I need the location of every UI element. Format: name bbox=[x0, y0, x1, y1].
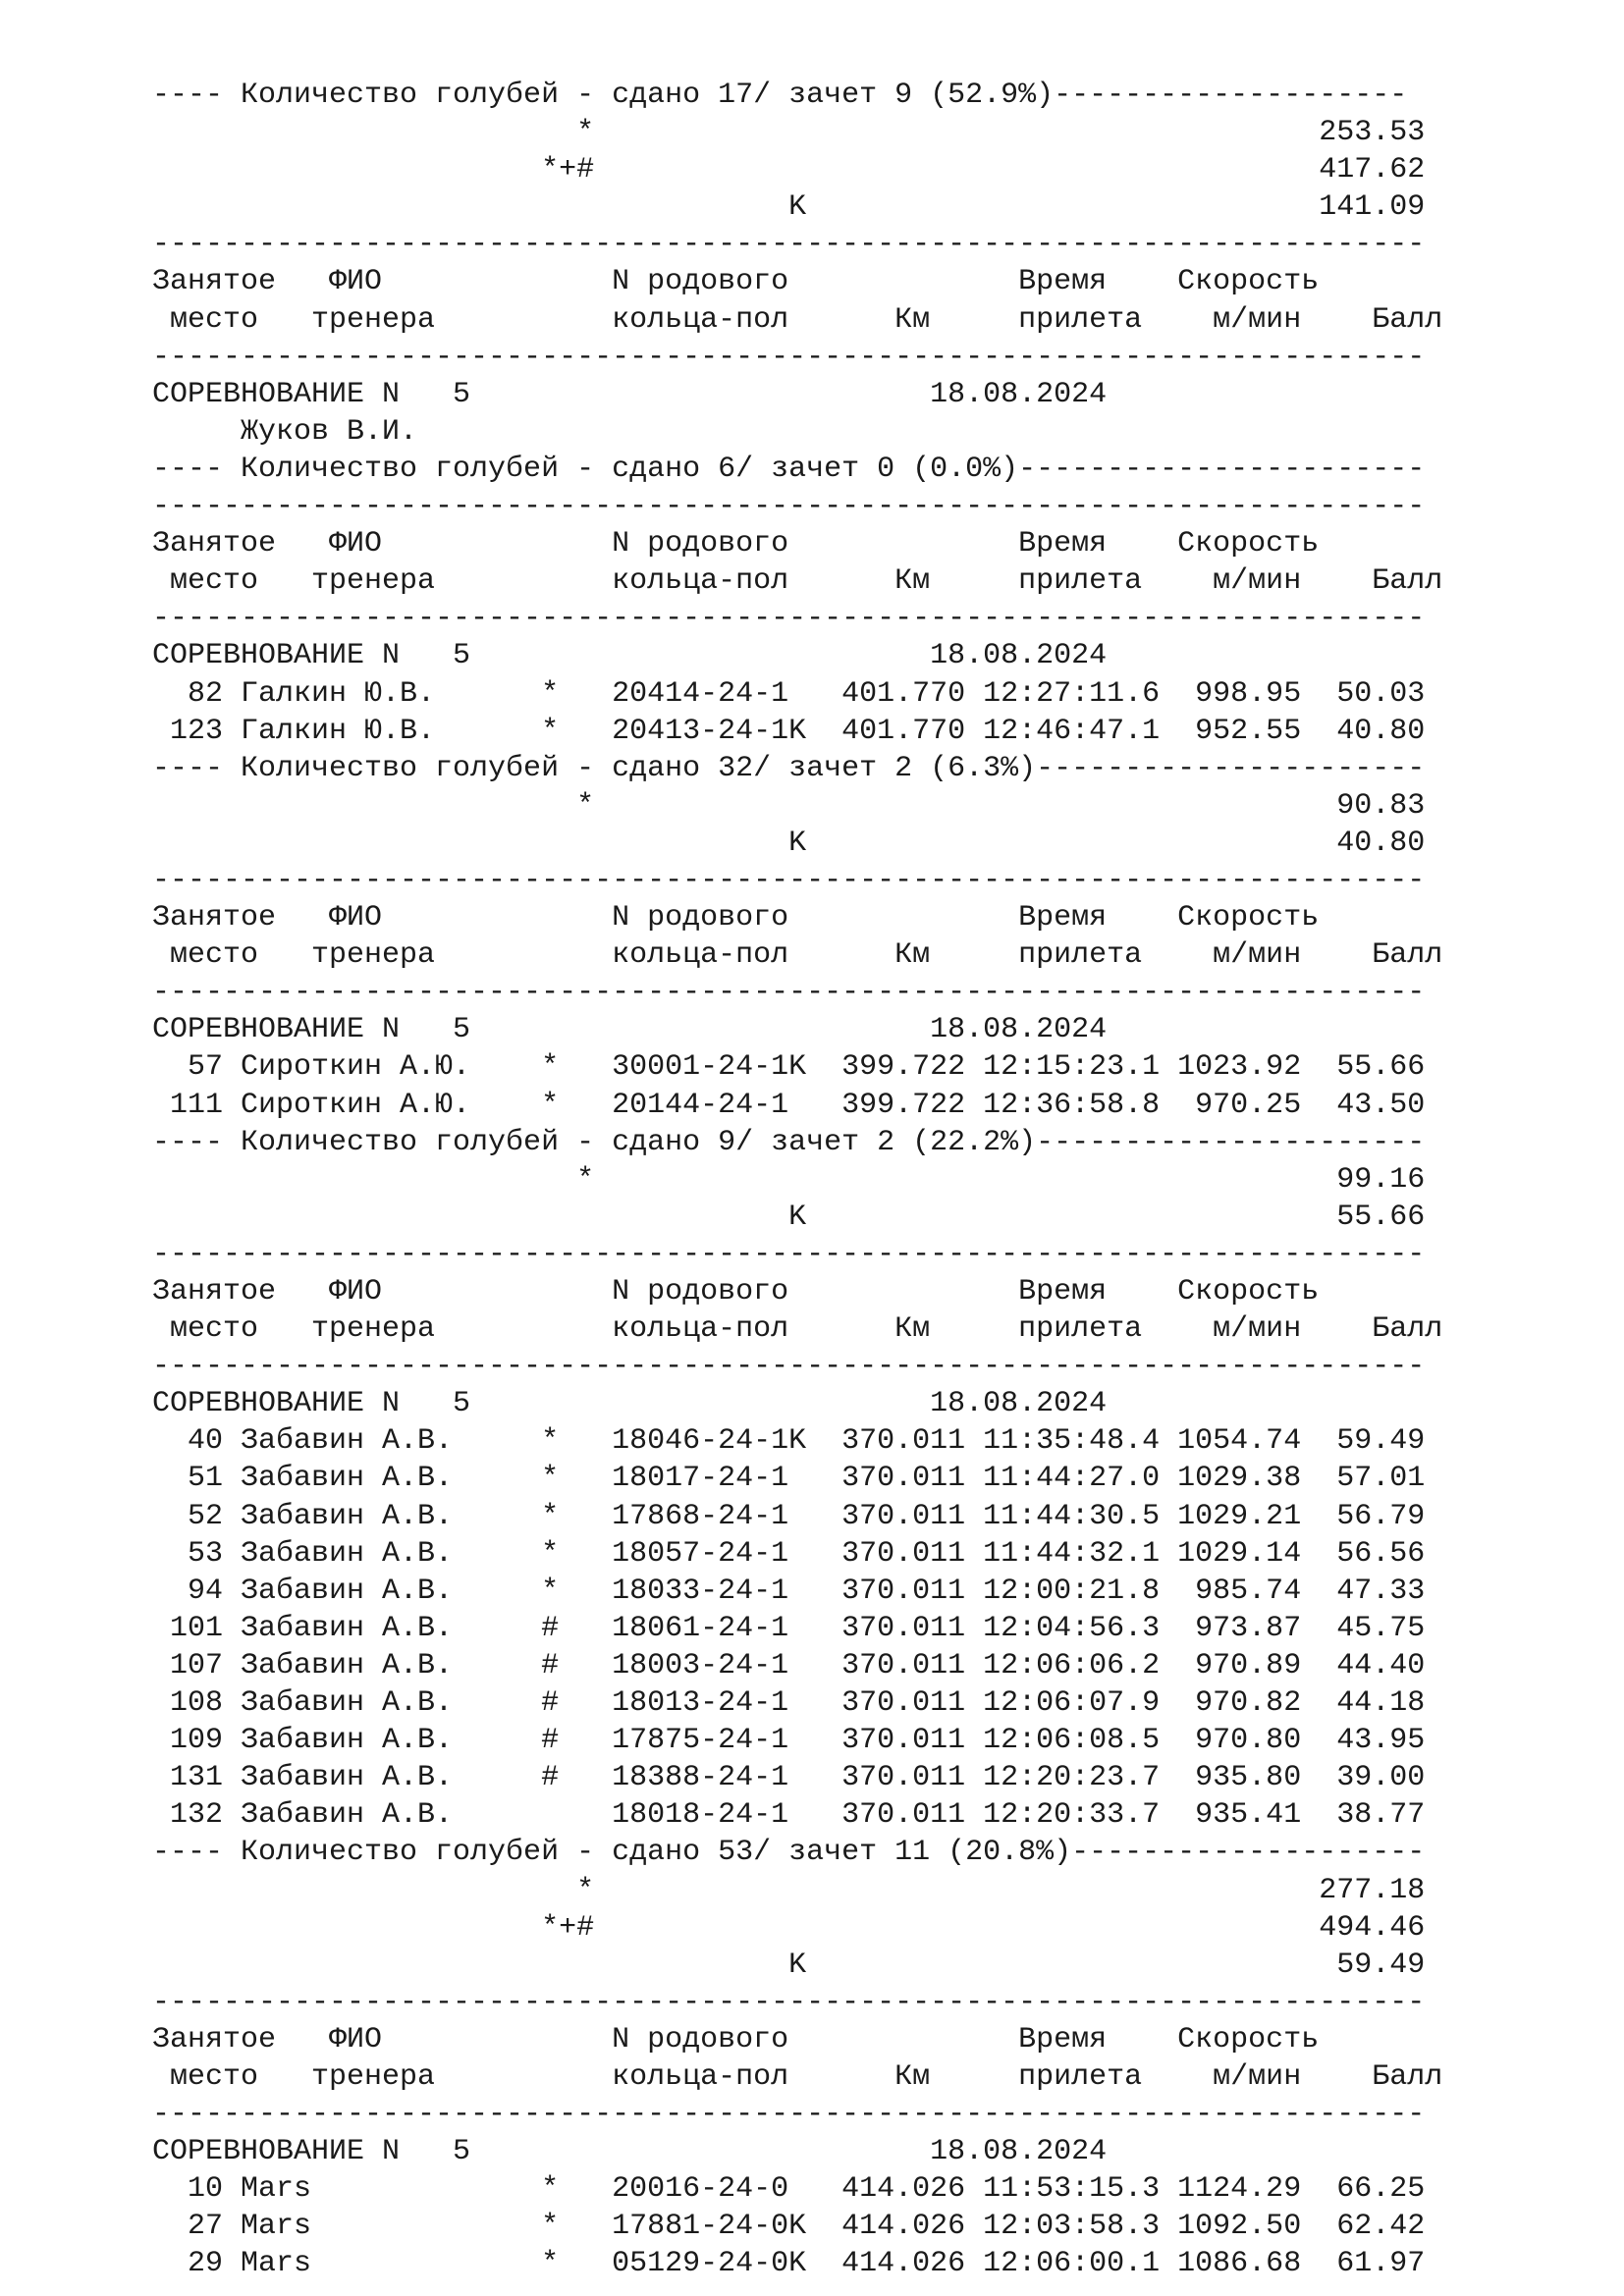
result-row: 109 Забавин А.В. # 17875-24-1 370.011 12:06:08.5 970.80 43.95 bbox=[152, 1724, 1426, 1758]
pigeon-count-summary: ---- Количество голубей - сдано 6/ зачет 0 (0.0%)----------------------- bbox=[152, 452, 1426, 486]
column-header: Занятое ФИО N родового Время Скорость bbox=[152, 901, 1320, 935]
column-header: Занятое ФИО N родового Время Скорость bbox=[152, 2022, 1320, 2056]
result-row: 108 Забавин А.В. # 18013-24-1 370.011 12:06:07.9 970.82 44.18 bbox=[152, 1686, 1426, 1721]
score-total-line: * 90.83 bbox=[152, 788, 1426, 823]
pigeon-count-summary: ---- Количество голубей - сдано 9/ зачет 2 (22.2%)---------------------- bbox=[152, 1125, 1426, 1159]
result-row: 52 Забавин А.В. * 17868-24-1 370.011 11:44:30.5 1029.21 56.79 bbox=[152, 1499, 1426, 1533]
result-row: 51 Забавин А.В. * 18017-24-1 370.011 11:44:27.0 1029.38 57.01 bbox=[152, 1462, 1426, 1496]
score-total-line: K 55.66 bbox=[152, 1200, 1426, 1234]
separator-line: ------------------------------------------------------------------------ bbox=[152, 602, 1426, 636]
separator-line: ------------------------------------------------------------------------ bbox=[152, 340, 1426, 374]
separator-line: ------------------------------------------------------------------------ bbox=[152, 1237, 1426, 1271]
competition-header: СОРЕВНОВАНИЕ N 5 18.08.2024 bbox=[152, 1387, 1108, 1421]
competition-header: СОРЕВНОВАНИЕ N 5 18.08.2024 bbox=[152, 377, 1108, 411]
score-total-line: * 277.18 bbox=[152, 1873, 1426, 1907]
pigeon-count-summary: ---- Количество голубей - сдано 53/ зачет 11 (20.8%)-------------------- bbox=[152, 1836, 1426, 1870]
column-header: Занятое ФИО N родового Время Скорость bbox=[152, 1275, 1320, 1308]
score-total-line: *+# 417.62 bbox=[152, 153, 1426, 187]
competition-header: СОРЕВНОВАНИЕ N 5 18.08.2024 bbox=[152, 1013, 1108, 1047]
result-row: 10 Mars * 20016-24-0 414.026 11:53:15.3 1124.29 66.25 bbox=[152, 2172, 1426, 2207]
competition-header: СОРЕВНОВАНИЕ N 5 18.08.2024 bbox=[152, 639, 1108, 673]
separator-line: ------------------------------------------------------------------------ bbox=[152, 1985, 1426, 2019]
result-row: 111 Сироткин А.Ю. * 20144-24-1 399.722 12:36:58.8 970.25 43.50 bbox=[152, 1088, 1426, 1122]
separator-line: ------------------------------------------------------------------------ bbox=[152, 863, 1426, 897]
result-row: 29 Mars * 05129-24-0K 414.026 12:06:00.1 1086.68 61.97 bbox=[152, 2247, 1426, 2281]
column-header: Занятое ФИО N родового Время Скорость bbox=[152, 265, 1320, 299]
column-header: место тренера кольца-пол Км прилета м/мин Балл bbox=[152, 2059, 1443, 2094]
score-total-line: * 253.53 bbox=[152, 116, 1426, 150]
result-row: 82 Галкин Ю.В. * 20414-24-1 401.770 12:27:11.6 998.95 50.03 bbox=[152, 676, 1426, 711]
result-row: 27 Mars * 17881-24-0K 414.026 12:03:58.3 1092.50 62.42 bbox=[152, 2210, 1426, 2244]
result-row: 123 Галкин Ю.В. * 20413-24-1K 401.770 12:46:47.1 952.55 40.80 bbox=[152, 714, 1426, 748]
result-row: 107 Забавин А.В. # 18003-24-1 370.011 12:06:06.2 970.89 44.40 bbox=[152, 1648, 1426, 1682]
separator-line: ------------------------------------------------------------------------ bbox=[152, 2098, 1426, 2132]
competition-header: СОРЕВНОВАНИЕ N 5 18.08.2024 bbox=[152, 2135, 1108, 2169]
separator-line: ------------------------------------------------------------------------ bbox=[152, 490, 1426, 524]
result-row: 53 Забавин А.В. * 18057-24-1 370.011 11:44:32.1 1029.14 56.56 bbox=[152, 1536, 1426, 1571]
separator-line: ------------------------------------------------------------------------ bbox=[152, 976, 1426, 1010]
column-header: Занятое ФИО N родового Время Скорость bbox=[152, 527, 1320, 561]
score-total-line: K 141.09 bbox=[152, 190, 1426, 225]
pigeon-count-summary: ---- Количество голубей - сдано 32/ зачет 2 (6.3%)---------------------- bbox=[152, 751, 1426, 785]
column-header: место тренера кольца-пол Км прилета м/мин Балл bbox=[152, 1312, 1443, 1347]
result-row: 101 Забавин А.В. # 18061-24-1 370.011 12:04:56.3 973.87 45.75 bbox=[152, 1611, 1426, 1645]
column-header: место тренера кольца-пол Км прилета м/мин Балл bbox=[152, 302, 1443, 337]
score-total-line: K 59.49 bbox=[152, 1948, 1426, 1982]
results-report bbox=[152, 77, 1442, 2283]
column-header: место тренера кольца-пол Км прилета м/мин Балл bbox=[152, 564, 1443, 599]
column-header: место тренера кольца-пол Км прилета м/мин Балл bbox=[152, 938, 1443, 973]
separator-line: ------------------------------------------------------------------------ bbox=[152, 1350, 1426, 1384]
result-row: 132 Забавин А.В. 18018-24-1 370.011 12:20:33.7 935.41 38.77 bbox=[152, 1798, 1426, 1833]
score-total-line: K 40.80 bbox=[152, 826, 1426, 860]
result-row: 40 Забавин А.В. * 18046-24-1K 370.011 11:35:48.4 1054.74 59.49 bbox=[152, 1424, 1426, 1459]
result-row: 94 Забавин А.В. * 18033-24-1 370.011 12:00:21.8 985.74 47.33 bbox=[152, 1574, 1426, 1608]
separator-line: ------------------------------------------------------------------------ bbox=[152, 228, 1426, 262]
result-row: 57 Сироткин А.Ю. * 30001-24-1K 399.722 12:15:23.1 1023.92 55.66 bbox=[152, 1050, 1426, 1085]
pigeon-count-summary: ---- Количество голубей - сдано 17/ зачет 9 (52.9%)-------------------- bbox=[152, 79, 1408, 112]
result-row: 131 Забавин А.В. # 18388-24-1 370.011 12:20:23.7 935.80 39.00 bbox=[152, 1761, 1426, 1795]
score-total-line: * 99.16 bbox=[152, 1162, 1426, 1197]
score-total-line: *+# 494.46 bbox=[152, 1910, 1426, 1945]
report-line: Жуков В.И. bbox=[152, 414, 418, 449]
